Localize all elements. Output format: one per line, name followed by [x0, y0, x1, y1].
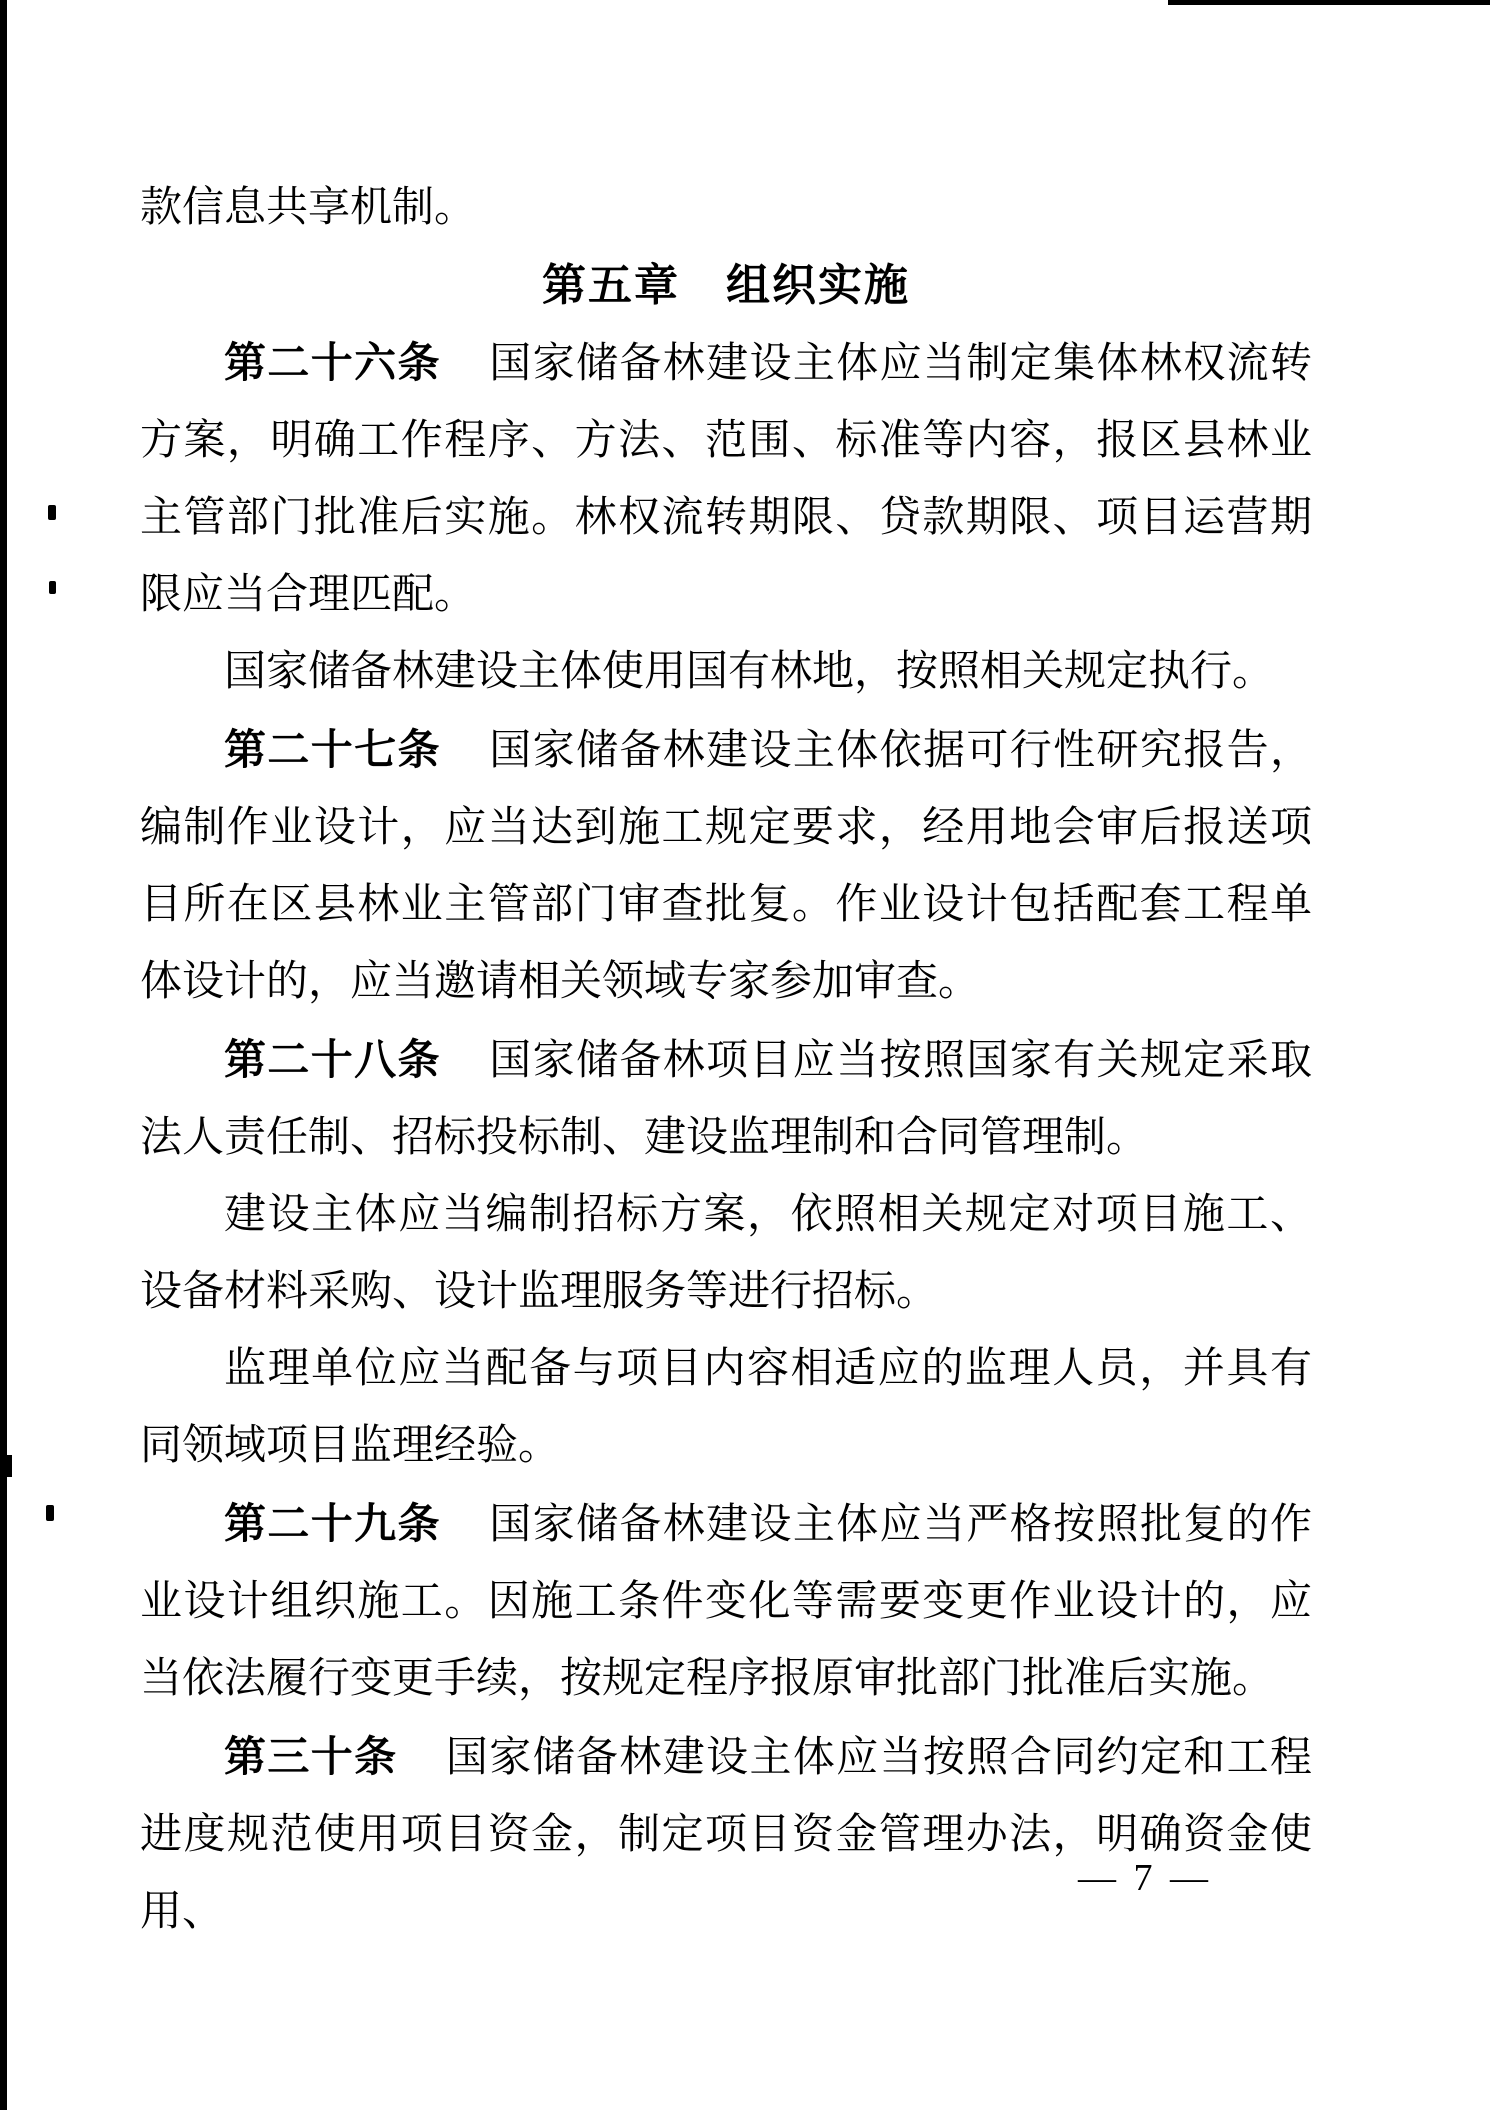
paragraph-article-26	[140, 324, 1312, 634]
paragraph-text: 建设主体应当编制招标方案，依照相关规定对项目施工、设备材料采购、设计监理服务等进行招标。	[140, 1192, 1312, 1315]
ink-speck	[48, 505, 56, 520]
article-number: 第二十六条	[224, 339, 441, 386]
continuation-line: 款信息共享机制。	[140, 185, 477, 231]
paragraph-article-29	[140, 1485, 1312, 1718]
paragraph	[140, 1177, 1312, 1331]
scan-left-border-line	[0, 0, 7, 2110]
paragraph-text: 国家储备林项目应当按照国家有关规定采取法人责任制、招标投标制、建设监理制和合同管理制。	[140, 1038, 1312, 1161]
document-body	[140, 170, 1312, 1951]
page-number: — 7 —	[1078, 1857, 1212, 1899]
paragraph	[140, 1331, 1312, 1485]
scan-border-tick	[7, 1455, 12, 1477]
article-number: 第二十八条	[224, 1036, 441, 1083]
article-number: 第二十九条	[224, 1500, 441, 1547]
paragraph-article-27	[140, 711, 1312, 1021]
paragraph-text: 国家储备林建设主体应当制定集体林权流转方案，明确工作程序、方法、范围、标准等内容，报区县林业主管部门批准后实施。林权流转期限、贷款期限、项目运营期限应当合理匹配。	[140, 341, 1312, 618]
article-number: 第三十条	[224, 1733, 398, 1780]
paragraph-text: 监理单位应当配备与项目内容相适应的监理人员，并具有同领域项目监理经验。	[140, 1346, 1312, 1469]
paragraph	[140, 634, 1312, 711]
chapter-heading: 第五章 组织实施	[542, 261, 910, 310]
paragraph-article-30	[140, 1718, 1312, 1951]
scan-top-edge-line	[1168, 0, 1490, 5]
article-number: 第二十七条	[224, 726, 441, 773]
ink-speck	[46, 1505, 54, 1521]
ink-speck	[49, 581, 56, 594]
paragraph-text: 国家储备林建设主体依据可行性研究报告，编制作业设计，应当达到施工规定要求，经用地会审后报送项目所在区县林业主管部门审查批复。作业设计包括配套工程单体设计的，应当邀请相关领域专家参加审查。	[140, 728, 1312, 1005]
paragraph-article-28	[140, 1021, 1312, 1177]
paragraph-text: 国家储备林建设主体使用国有林地，按照相关规定执行。	[224, 649, 1275, 695]
paragraph-text: 国家储备林建设主体应当严格按照批复的作业设计组织施工。因施工条件变化等需要变更作业设计的，应当依法履行变更手续，按规定程序报原审批部门批准后实施。	[140, 1502, 1312, 1702]
paragraph-text: 国家储备林建设主体应当按照合同约定和工程进度规范使用项目资金，制定项目资金管理办法，明确资金使用、	[140, 1735, 1312, 1935]
